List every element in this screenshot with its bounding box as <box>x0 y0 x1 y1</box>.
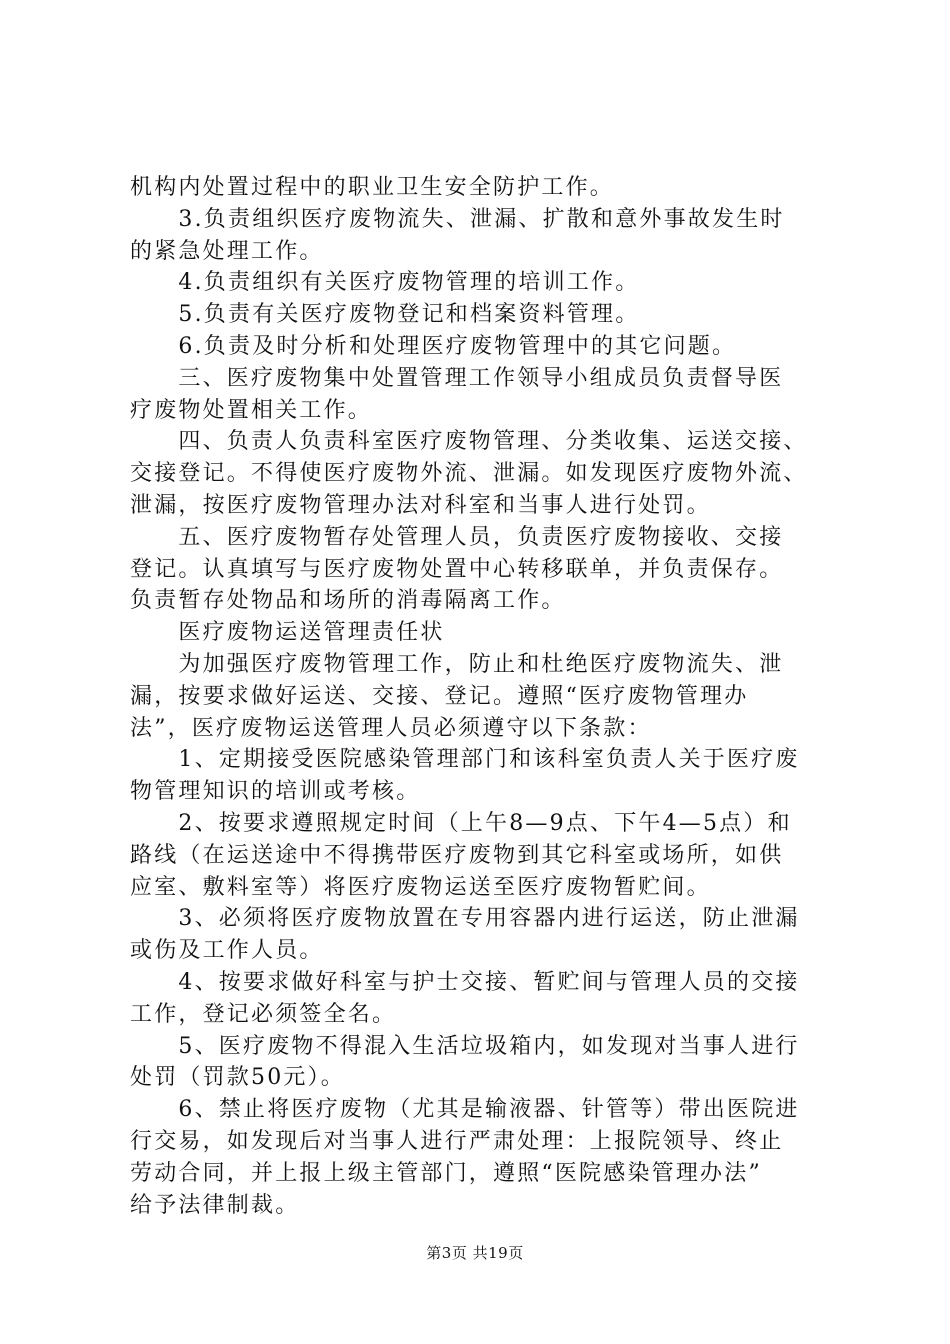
text-line: 交接登记。不得使医疗废物外流、泄漏。如发现医疗废物外流、 <box>130 461 808 487</box>
text-line: 6、禁止将医疗废物（尤其是输液器、针管等）带出医院进 <box>130 1097 800 1123</box>
text-line: 给予法律制裁。 <box>130 1192 300 1218</box>
text-line: 负责暂存处物品和场所的消毒隔离工作。 <box>130 588 566 614</box>
text-line: 工作，登记必须签全名。 <box>130 1001 397 1027</box>
text-line: 泄漏，按医疗废物管理办法对科室和当事人进行处罚。 <box>130 492 711 518</box>
text-line: 处罚（罚款50元）。 <box>130 1065 345 1091</box>
text-line: 6.负责及时分析和处理医疗废物管理中的其它问题。 <box>130 333 737 359</box>
text-line: 五、医疗废物暂存处管理人员，负责医疗废物接收、交接 <box>130 524 784 550</box>
text-line: 1、定期接受医院感染管理部门和该科室负责人关于医疗废 <box>130 747 800 773</box>
section-title: 医疗废物运送管理责任状 <box>130 620 445 646</box>
text-line: 的紧急处理工作。 <box>130 238 324 264</box>
page-number: 第3页 共19页 <box>426 1244 524 1262</box>
text-line: 为加强医疗废物管理工作，防止和杜绝医疗废物流失、泄 <box>130 651 784 677</box>
text-line: 法”，医疗废物运送管理人员必须遵守以下条款： <box>130 715 652 741</box>
text-line: 2、按要求遵照规定时间（上午8—9点、下午4—5点）和 <box>130 810 792 836</box>
text-line: 3.负责组织医疗废物流失、泄漏、扩散和意外事故发生时 <box>130 206 785 232</box>
text-line: 机构内处置过程中的职业卫生安全防护工作。 <box>130 175 615 200</box>
text-line: 3、必须将医疗废物放置在专用容器内进行运送，防止泄漏 <box>130 906 800 932</box>
text-line: 三、医疗废物集中处置管理工作领导小组成员负责督导医 <box>130 365 784 391</box>
text-line: 四、负责人负责科室医疗废物管理、分类收集、运送交接、 <box>130 429 808 455</box>
text-line: 5、医疗废物不得混入生活垃圾箱内，如发现对当事人进行 <box>130 1033 800 1059</box>
document-body <box>130 172 830 1221</box>
text-line: 疗废物处置相关工作。 <box>130 397 373 423</box>
text-line: 应室、敷料室等）将医疗废物运送至医疗废物暂贮间。 <box>130 874 711 900</box>
text-line: 漏，按要求做好运送、交接、登记。遵照“医疗废物管理办 <box>130 683 749 709</box>
text-line: 4.负责组织有关医疗废物管理的培训工作。 <box>130 270 640 296</box>
text-line: 行交易，如发现后对当事人进行严肃处理：上报院领导、终止 <box>130 1128 784 1154</box>
text-line: 4、按要求做好科室与护士交接、暂贮间与管理人员的交接 <box>130 969 800 995</box>
text-line: 登记。认真填写与医疗废物处置中心转移联单，并负责保存。 <box>130 556 784 582</box>
text-line: 劳动合同，并上报上级主管部门，遵照“医院感染管理办法” <box>130 1160 762 1186</box>
text-line: 或伤及工作人员。 <box>130 938 324 964</box>
text-line: 5.负责有关医疗废物登记和档案资料管理。 <box>130 302 640 328</box>
text-line: 路线（在运送途中不得携带医疗废物到其它科室或场所，如供 <box>130 842 784 868</box>
text-line: 物管理知识的培训或考核。 <box>130 779 421 805</box>
